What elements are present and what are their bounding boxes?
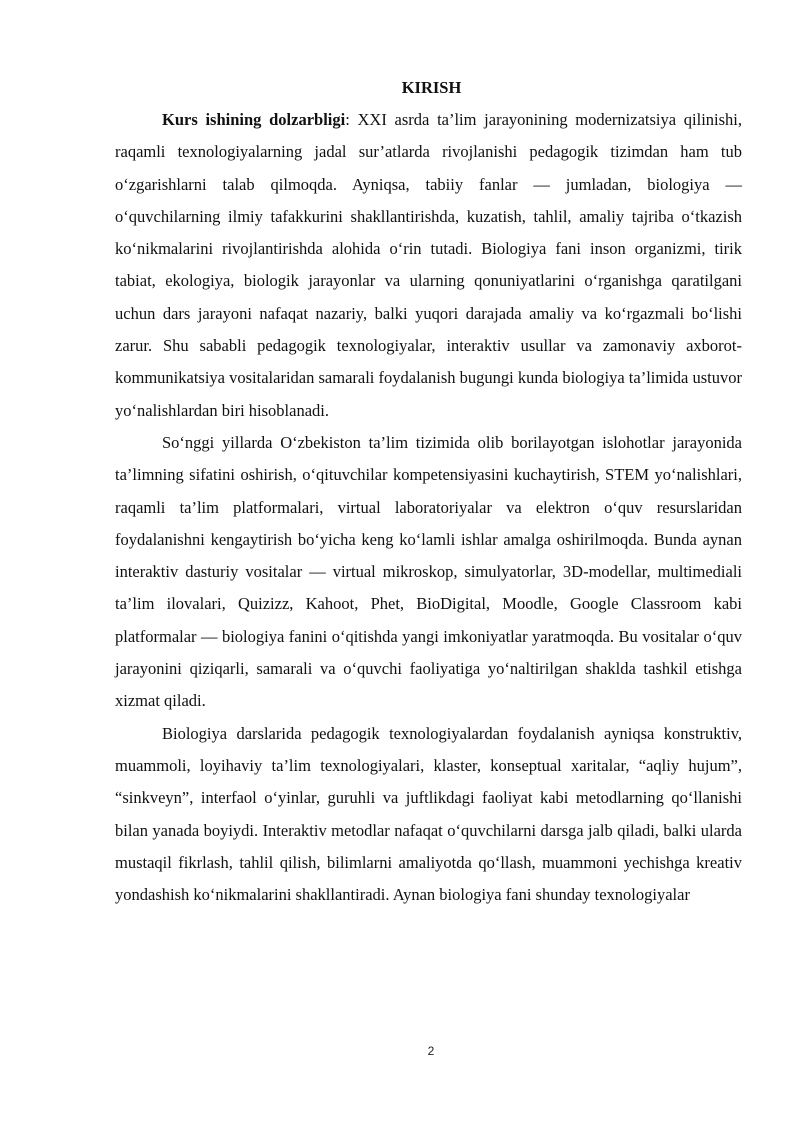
paragraph-reforms: So‘nggi yillarda O‘zbekiston ta’lim tizimida olib borilayotgan islohotlar jarayonida ta’limning sifatini oshirish, o‘qituvchilar kompetensiyasini kuchaytirish, STEM yo‘nalishlari, raqamli ta’lim platformalari, virtual laboratoriyalar va elektron o‘quv resurslaridan foydalanishni kengaytirish bo‘yicha keng ko‘lamli ishlar amalga oshirilmoqda. Bunda aynan interaktiv dasturiy vositalar — virtual mikroskop, simulyatorlar, 3D-modellar, multimediali ta’lim ilovalari, Quizizz, Kahoot, Phet, BioDigital, Moodle, Google Classroom kabi platformalar — biologiya fanini o‘qitishda yangi imkoniyatlar yaratmoqda. Bu vositalar o‘quv jarayonini qiziqarli, samarali va o‘quvchi faoliyatiga yo‘naltirilgan shaklda tashkil etishga xizmat qiladi.	[115, 432, 742, 711]
paragraph-relevance	[115, 104, 742, 427]
paragraph-relevance-text: : XXI asrda ta’lim jarayonining modernizatsiya qilinishi, raqamli texnologiyalarning jadal sur’atlarda rivojlanishi pedagogik tizimdan ham tub o‘zgarishlarni talab qilmoqda. Ayniqsa, tabiiy fanlar — jumladan, biologiya — o‘quvchilarning ilmiy tafakkurini shakllantirishda, kuzatish, tahlil, amaliy tajriba o‘tkazish ko‘nikmalarini rivojlantirishda alohida o‘rin tutadi. Biologiya fani inson organizmi, tirik tabiat, ekologiya, biologik jarayonlar va ularning qonuniyatlarini o‘rganishga qaratilgani uchun dars jarayoni nafaqat nazariy, balki yuqori darajada amaliy va ko‘rgazmali bo‘lishi zarur. Shu sababli pedagogik texnologiyalar, interaktiv usullar va zamonaviy axborot-kommunikatsiya vositalaridan samarali foydalanish bugungi kunda biologiya ta’limida ustuvor yo‘nalishlardan biri hisoblanadi.	[115, 110, 742, 420]
paragraph-lead: Kurs ishining dolzarbligi	[162, 110, 346, 129]
page-content	[115, 72, 742, 911]
paragraph-methods: Biologiya darslarida pedagogik texnologiyalardan foydalanish ayniqsa konstruktiv, muammoli, loyihaviy ta’lim texnologiyalari, klaster, konseptual xaritalar, “aqliy hujum”, “sinkveyn”, interfaol o‘yinlar, guruhli va juftlikdagi faoliyat kabi metodlarning qo‘llanishi bilan yanada boyiydi. Interaktiv metodlar nafaqat o‘quvchilarni darsga jalb qiladi, balki ularda mustaqil fikrlash, tahlil qilish, bilimlarni amaliyotda qo‘llash, muammoni yechishga kreativ yondashish ko‘nikmalarini shakllantiradi. Aynan biologiya fani shunday texnologiyalar	[115, 723, 742, 905]
section-title: KIRISH	[401, 78, 462, 97]
page-number: 2	[427, 1044, 435, 1058]
